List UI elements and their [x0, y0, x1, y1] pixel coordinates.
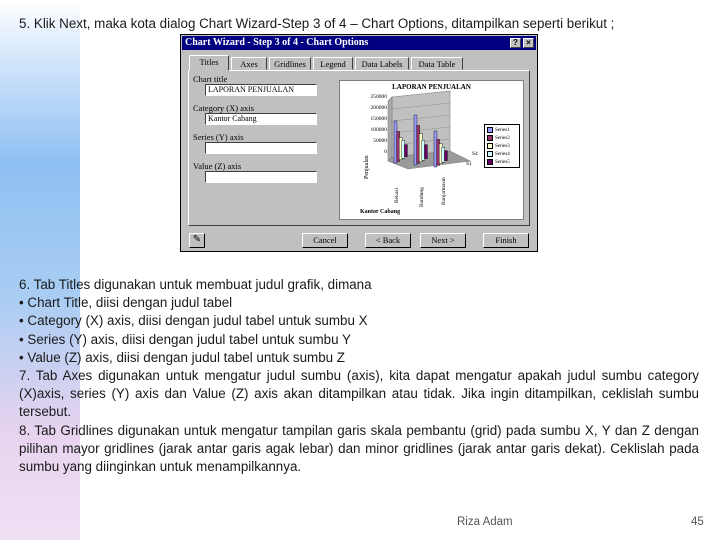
author-name: Riza Adam — [457, 516, 513, 528]
legend-item — [487, 135, 510, 141]
close-icon[interactable]: × — [523, 38, 534, 48]
side-wall — [388, 97, 392, 161]
office-assistant-icon: ✎ — [192, 234, 202, 245]
y-tick-label: 0 — [384, 149, 387, 155]
legend-label: Series2 — [495, 136, 510, 142]
y-tick-label: 150000 — [370, 116, 387, 122]
legend-swatch — [487, 127, 493, 133]
chart-title-label: Chart title — [193, 74, 228, 84]
page-number: 45 — [691, 516, 704, 528]
preview-x-title: Kantor Cabang — [360, 209, 401, 215]
legend-swatch — [487, 135, 493, 141]
legend-label: Series5 — [495, 160, 510, 166]
preview-bar — [424, 145, 427, 159]
y-tick-label: 100000 — [370, 127, 387, 133]
back-button[interactable]: < Back — [365, 233, 411, 248]
legend-swatch — [487, 159, 493, 165]
bullet-item: • Category (X) axis, diisi dengan judul tabel untuk sumbu X — [19, 313, 368, 329]
paragraph: 7. Tab Axes digunakan untuk mengatur judul sumbu (axis), kita dapat mengatur apakah judul sumbu category (X)axis, series (Y) axis dan Value (Z) axis akan ditampilkan atau tidak. Jika ingin ditampilkan, ceklislah sumbu tersebut. — [19, 368, 699, 420]
category-axis-field[interactable]: Kantor Cabang — [205, 113, 317, 125]
dialog-titlebar — [182, 36, 536, 50]
chart-title-field[interactable]: LAPORAN PENJUALAN — [205, 84, 317, 96]
cancel-button[interactable]: Cancel — [302, 233, 348, 248]
bullet-item: • Chart Title, diisi dengan judul tabel — [19, 295, 233, 311]
tab-gridlines[interactable]: Gridlines — [269, 57, 311, 70]
value-axis-label: Value (Z) axis — [193, 161, 242, 171]
series-axis-tick: S4 — [472, 151, 478, 157]
wizard-help-button[interactable] — [189, 233, 205, 248]
legend-item — [487, 143, 510, 149]
explanation-text — [19, 276, 699, 476]
tab-data-labels[interactable]: Data Labels — [355, 57, 409, 70]
legend-item — [487, 127, 510, 133]
category-label: Bandung — [419, 187, 425, 207]
chart-wizard-dialog — [180, 34, 538, 252]
paragraph: 8. Tab Gridlines digunakan untuk mengatur tampilan garis skala pembantu (grid) pada sumbu X, Y dan Z dengan pilihan mayor gridlines (jarak antar garis agak lebar) dan minor gridlines (jarak antar garis dekat). Ceklislah pada sumbu yang diinginkan untuk menampilkannya. — [19, 422, 699, 475]
next-button[interactable]: Next > — [420, 233, 466, 248]
chart-preview — [339, 80, 524, 220]
preview-title: LAPORAN PENJUALAN — [392, 83, 471, 91]
bullet-item: • Series (Y) axis, diisi dengan judul tabel untuk sumbu Y — [19, 331, 351, 347]
legend-label: Series1 — [495, 128, 510, 134]
y-tick-label: 50000 — [373, 138, 387, 144]
step-instruction: 5. Klik Next, maka kota dialog Chart Wizard-Step 3 of 4 – Chart Options, ditampilkan seperti berikut ; — [19, 16, 615, 31]
legend-label: Series3 — [495, 144, 510, 150]
help-icon[interactable]: ? — [510, 38, 521, 48]
finish-button[interactable]: Finish — [483, 233, 529, 248]
legend-swatch — [487, 143, 493, 149]
tab-legend[interactable]: Legend — [313, 57, 353, 70]
category-label: Bekasi — [394, 188, 400, 203]
legend-item — [487, 151, 510, 157]
category-label: Banjarmasin — [441, 177, 447, 205]
y-tick-label: 200000 — [370, 105, 387, 111]
y-tick-label: 250000 — [370, 94, 387, 100]
dialog-title: Chart Wizard - Step 3 of 4 - Chart Options — [185, 37, 369, 48]
paragraph: 6. Tab Titles digunakan untuk membuat judul grafik, dimana — [19, 277, 372, 292]
series-axis-label: Series (Y) axis — [193, 132, 244, 142]
titles-panel — [188, 70, 530, 226]
tab-data-table[interactable]: Data Table — [411, 57, 463, 70]
tab-axes[interactable]: Axes — [231, 57, 267, 70]
preview-bar — [404, 145, 407, 157]
preview-y-title: Penjualan — [364, 155, 370, 179]
series-axis-tick: S1 — [466, 161, 472, 167]
legend-swatch — [487, 151, 493, 157]
legend-label: Series4 — [495, 152, 510, 158]
preview-legend — [484, 124, 520, 168]
bullet-item: • Value (Z) axis, diisi dengan judul tabel untuk sumbu Z — [19, 349, 345, 365]
legend-item — [487, 159, 510, 165]
value-axis-field[interactable] — [205, 171, 317, 183]
category-axis-label: Category (X) axis — [193, 103, 254, 113]
series-axis-field[interactable] — [205, 142, 317, 154]
tab-titles[interactable]: Titles — [189, 55, 229, 71]
preview-bar — [444, 151, 447, 161]
